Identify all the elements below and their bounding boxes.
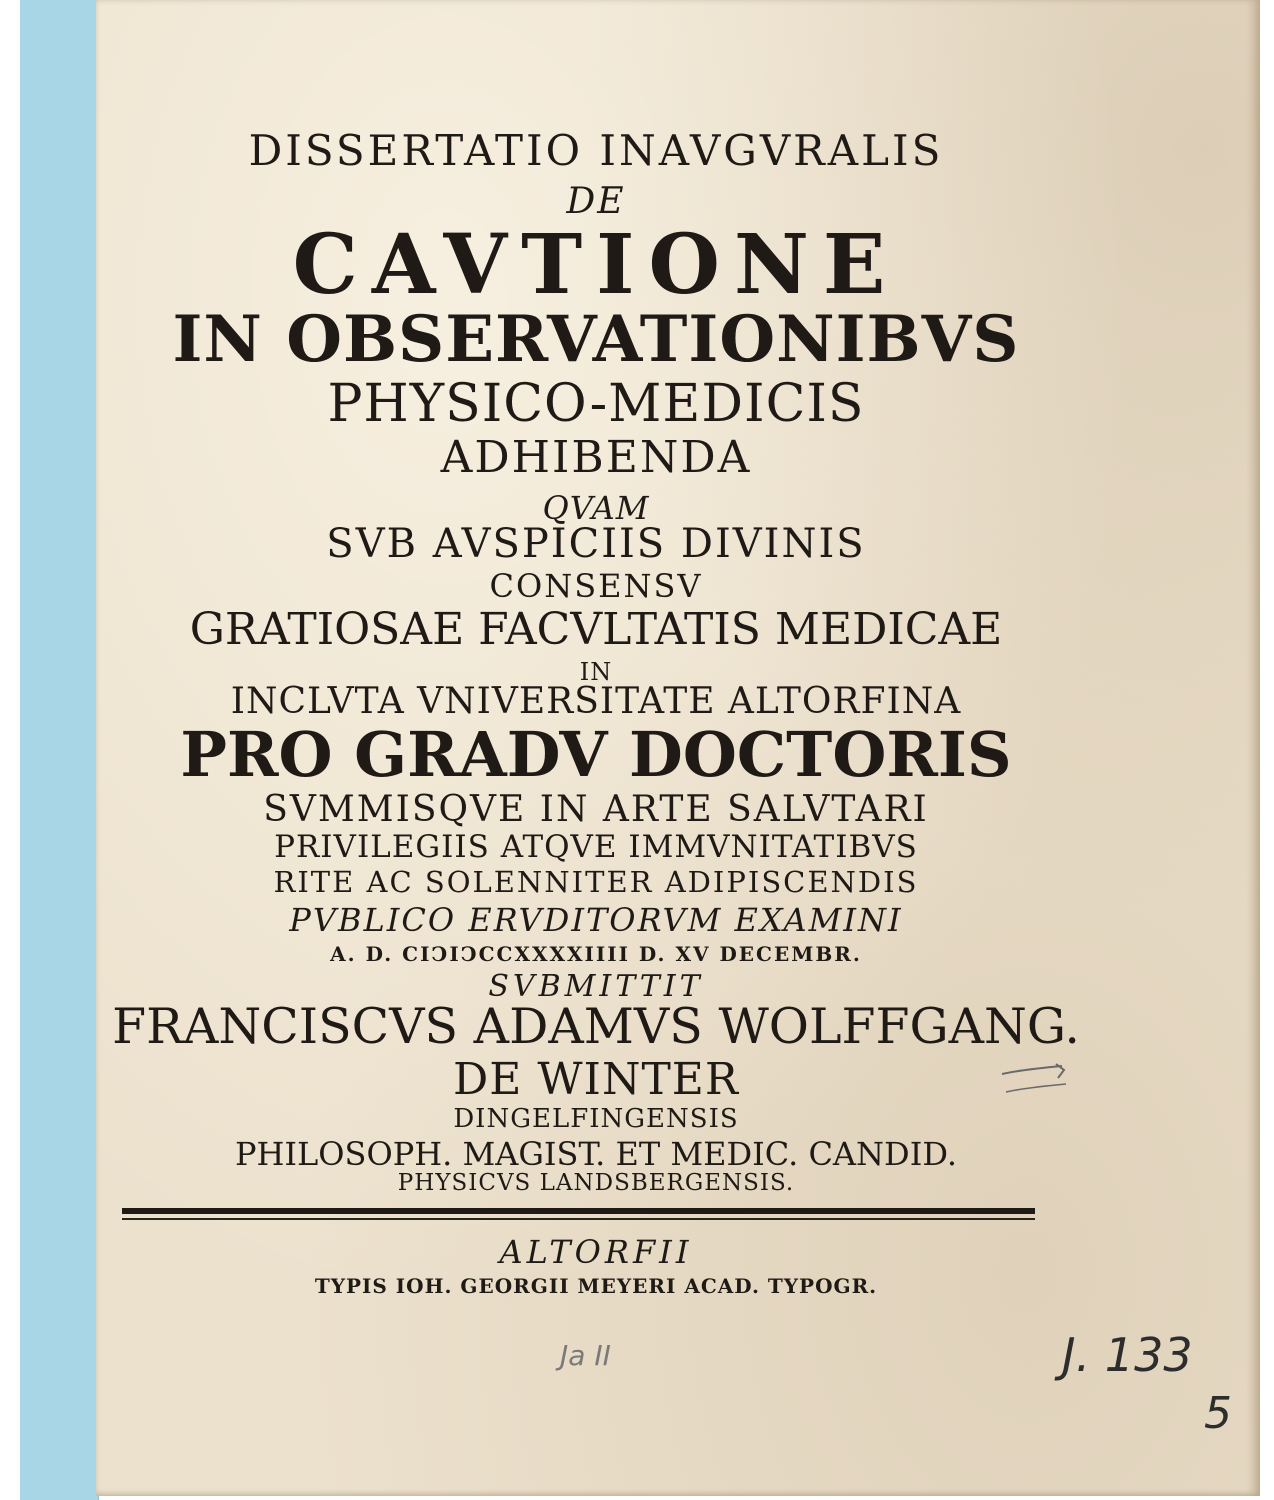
imprint-rule-thick: [122, 1208, 1035, 1214]
title-line-physico-medicis: PHYSICO-MEDICIS: [327, 374, 865, 434]
author-line-de-winter: DE WINTER: [452, 1054, 740, 1105]
title-line-summisque: SVMMISQVE IN ARTE SALVTARI: [263, 789, 929, 830]
title-line-pro-gradu: PRO GRADV DOCTORIS: [180, 718, 1012, 791]
title-line-rite: RITE AC SOLENNITER ADIPISCENDIS: [273, 865, 919, 899]
author-line-name: FRANCISCVS ADAMVS WOLFFGANG.: [112, 998, 1080, 1055]
title-line-privilegiis: PRIVILEGIIS ATQVE IMMVNITATIBVS: [274, 829, 918, 865]
title-line-quam: QVAM: [542, 489, 650, 527]
title-line-date: A. D. CIↃIↃCCXXXXIIII D. XV DECEMBR.: [330, 942, 862, 966]
pencil-mark-arrow: [1000, 1060, 1070, 1100]
handwritten-shelfmark: J. 133: [1062, 1328, 1193, 1382]
title-line-dissertatio: DISSERTATIO INAVGVRALIS: [248, 126, 944, 175]
title-line-de: DE: [566, 181, 626, 222]
title-line-in: IN: [579, 658, 613, 686]
title-line-gratiosae: GRATIOSAE FACVLTATIS MEDICAE: [189, 604, 1003, 655]
imprint-rule-thin: [122, 1218, 1035, 1220]
title-line-submittit: SVBMITTIT: [488, 969, 704, 1004]
blue-spine-tape: [20, 0, 99, 1500]
author-line-degrees: PHILOSOPH. MAGIST. ET MEDIC. CANDID.: [234, 1135, 958, 1173]
author-line-physicus: PHYSICVS LANDSBERGENSIS.: [397, 1170, 795, 1196]
title-line-adhibenda: ADHIBENDA: [440, 432, 752, 483]
imprint-printer: TYPIS IOH. GEORGII MEYERI ACAD. TYPOGR.: [314, 1274, 878, 1298]
handwritten-note-center: Ja II: [560, 1339, 611, 1372]
title-line-inclyta: INCLVTA VNIVERSITATE ALTORFINA: [230, 681, 962, 722]
handwritten-shelfmark-number: 5: [1204, 1388, 1232, 1439]
author-line-origin: DINGELFINGENSIS: [453, 1104, 739, 1134]
title-line-sub-auspiciis: SVB AVSPICIIS DIVINIS: [326, 521, 866, 567]
page-edge-shadow: [1246, 0, 1260, 1496]
title-line-cautione: CAVTIONE: [292, 217, 900, 313]
title-line-consensu: CONSENSV: [489, 567, 703, 605]
title-line-observationibus: IN OBSERVATIONIBVS: [172, 302, 1020, 377]
title-line-publico: PVBLICO ERVDITORVM EXAMINI: [289, 901, 903, 939]
imprint-place: ALTORFII: [499, 1233, 693, 1271]
